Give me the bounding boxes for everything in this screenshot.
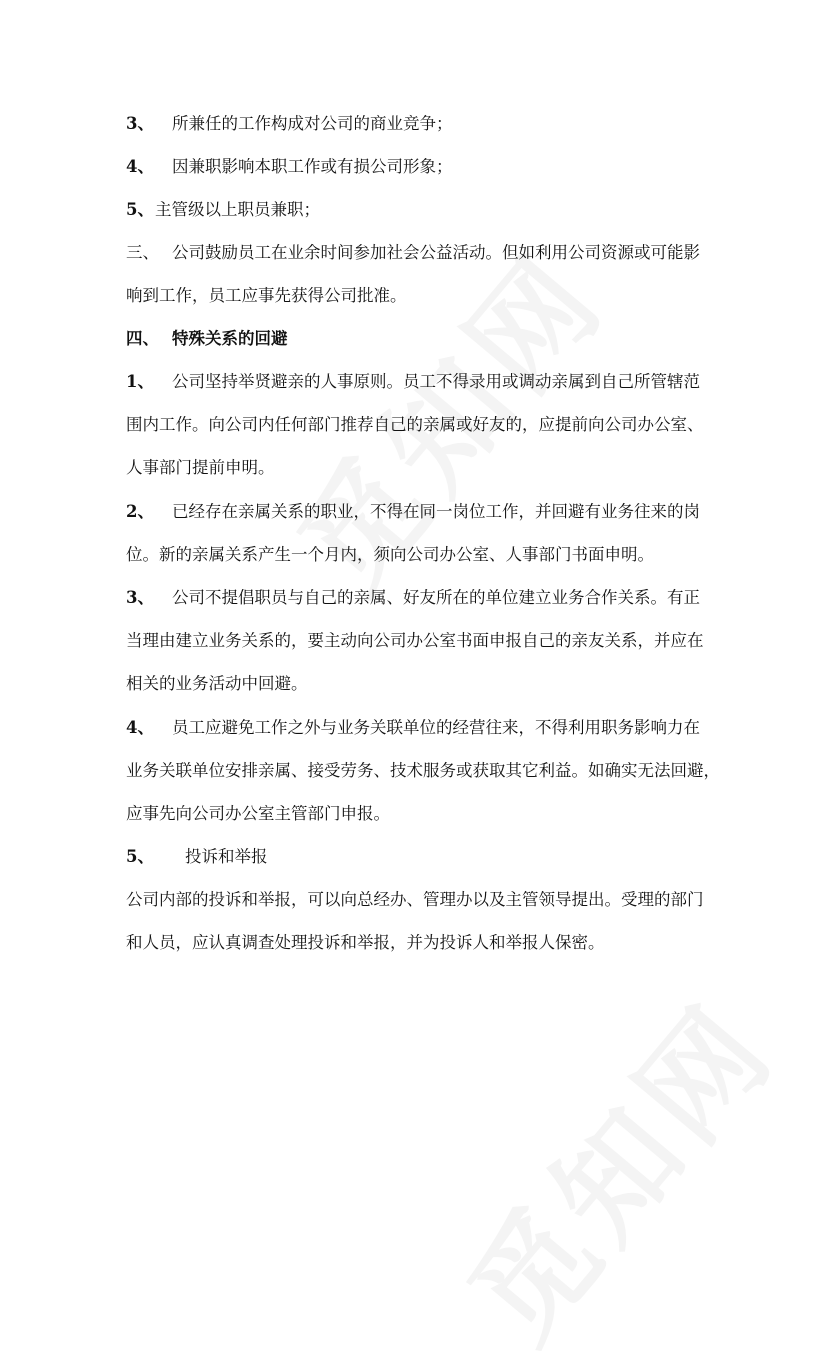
item-text: 公司不提倡职员与自己的亲属、好友所在的单位建立业务合作关系。有正 xyxy=(172,588,700,607)
item-text: 员工应避免工作之外与业务关联单位的经营往来，不得利用职务影响力在 xyxy=(172,718,700,737)
paragraph-line: 业务关联单位安排亲属、接受劳务、技术服务或获取其它利益。如确实无法回避， xyxy=(126,761,720,780)
item-number: 1、 xyxy=(126,372,154,391)
section-paragraph xyxy=(126,242,716,264)
section-heading xyxy=(126,328,716,350)
section-title: 特殊关系的回避 xyxy=(172,329,288,348)
item-text: 已经存在亲属关系的职业，不得在同一岗位工作，并回避有业务往来的岗 xyxy=(172,502,700,521)
list-item xyxy=(126,846,716,868)
item-text: 投诉和举报 xyxy=(185,847,268,866)
list-item xyxy=(126,371,716,393)
closing-paragraph-line: 和人员，应认真调查处理投诉和举报，并为投诉人和举报人保密。 xyxy=(126,933,605,952)
item-text: 主管级以上职员兼职； xyxy=(155,200,320,219)
list-item xyxy=(126,501,716,523)
paragraph-line: 相关的业务活动中回避。 xyxy=(126,674,308,693)
item-number: 4、 xyxy=(126,157,154,176)
paragraph-line: 响到工作，员工应事先获得公司批准。 xyxy=(126,286,407,305)
closing-paragraph-line: 公司内部的投诉和举报，可以向总经办、管理办以及主管领导提出。受理的部门 xyxy=(126,890,704,909)
section-number: 四、 xyxy=(126,329,159,348)
section-number: 三、 xyxy=(126,243,159,262)
paragraph-line: 人事部门提前申明。 xyxy=(126,458,275,477)
item-number: 4、 xyxy=(126,718,154,737)
item-text: 公司坚持举贤避亲的人事原则。员工不得录用或调动亲属到自己所管辖范 xyxy=(172,372,700,391)
item-number: 3、 xyxy=(126,588,154,607)
item-number: 2、 xyxy=(126,502,154,521)
list-item xyxy=(126,587,716,609)
item-number: 3、 xyxy=(126,114,154,133)
list-item xyxy=(126,113,716,135)
paragraph-line: 围内工作。向公司内任何部门推荐自己的亲属或好友的，应提前向公司办公室、 xyxy=(126,415,704,434)
list-item xyxy=(126,199,716,221)
item-number: 5、 xyxy=(126,200,154,219)
watermark xyxy=(424,961,806,1370)
item-text: 因兼职影响本职工作或有损公司形象； xyxy=(172,157,453,176)
paragraph-line: 应事先向公司办公室主管部门申报。 xyxy=(126,804,390,823)
list-item xyxy=(126,717,716,739)
item-text: 所兼任的工作构成对公司的商业竞争； xyxy=(172,114,453,133)
item-number: 5、 xyxy=(126,847,154,866)
list-item xyxy=(126,156,716,178)
paragraph-line: 当理由建立业务关系的，要主动向公司办公室书面申报自己的亲友关系，并应在 xyxy=(126,631,704,650)
paragraph-line: 位。新的亲属关系产生一个月内，须向公司办公室、人事部门书面申明。 xyxy=(126,545,654,564)
paragraph-text: 公司鼓励员工在业余时间参加社会公益活动。但如利用公司资源或可能影 xyxy=(172,243,700,262)
